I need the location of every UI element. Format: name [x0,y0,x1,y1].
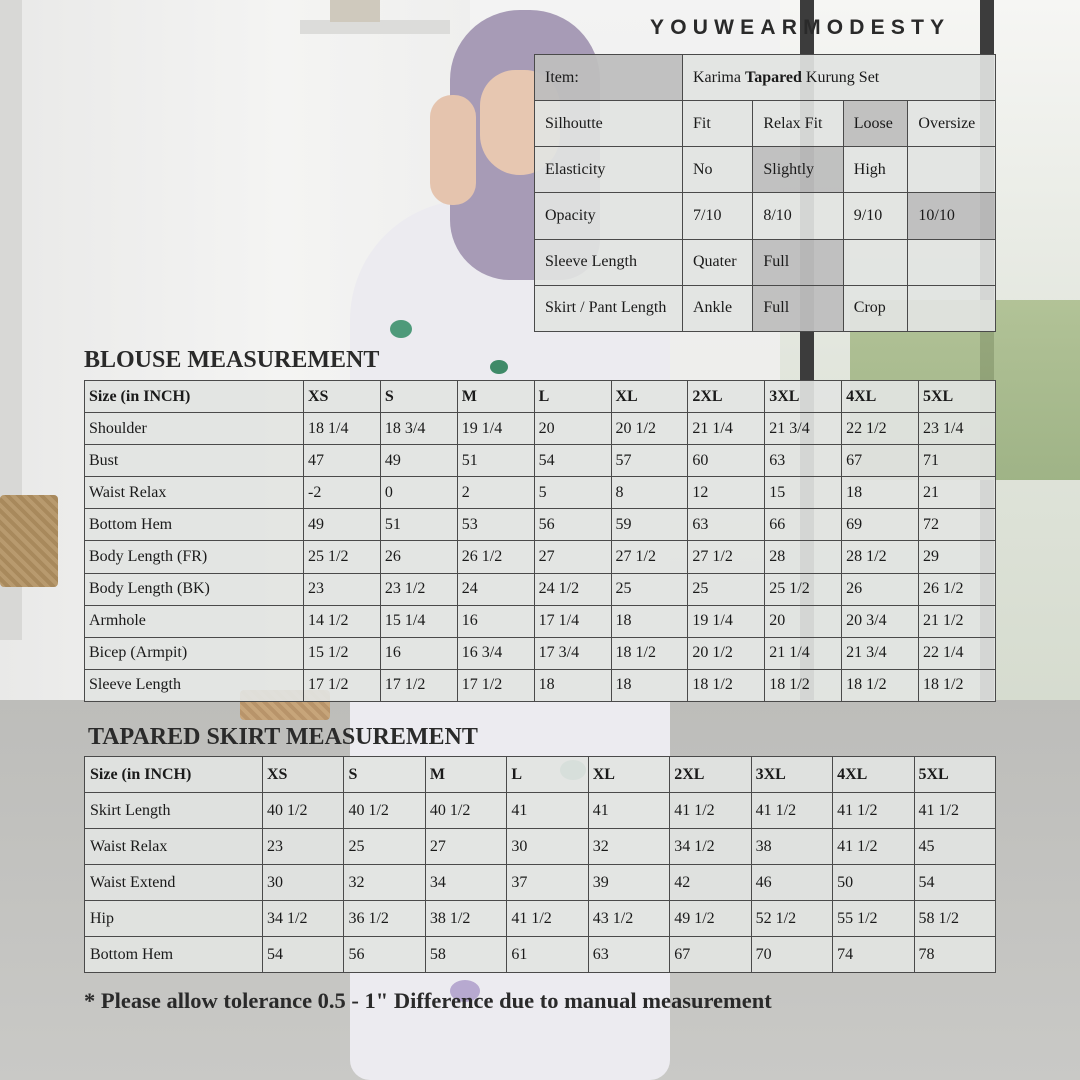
spec-option [908,147,996,193]
spec-label: Skirt / Pant Length [535,285,683,331]
measurement-value: 19 1/4 [688,605,765,637]
measurement-value: 40 1/2 [263,793,344,829]
background-basket [0,495,58,587]
table-row [85,477,996,509]
measurement-label: Hip [85,901,263,937]
spec-option-selected: Full [753,239,843,285]
item-name-bold: Tapared [744,68,802,86]
measurement-value: 16 [457,605,534,637]
measurement-value: 23 1/4 [919,413,996,445]
measurement-value: 42 [670,865,751,901]
measurement-value: 18 1/2 [919,669,996,701]
measurement-value: 45 [914,829,996,865]
measurement-value: 21 3/4 [842,637,919,669]
measurement-value: 28 1/2 [842,541,919,573]
spec-option: Fit [683,101,753,147]
measurement-value: 22 1/2 [842,413,919,445]
table-row [85,413,996,445]
size-header: XL [588,757,669,793]
table-row [85,865,996,901]
spec-row-opacity [535,193,996,239]
table-row [85,573,996,605]
size-header: S [344,757,425,793]
measurement-value: 37 [507,865,588,901]
measurement-label: Waist Extend [85,865,263,901]
measurement-value: 0 [380,477,457,509]
measurement-value: 71 [919,445,996,477]
spec-option-selected: Slightly [753,147,843,193]
outfit-print [490,360,508,374]
measurement-value: 5 [534,477,611,509]
measurement-value: 18 1/2 [842,669,919,701]
skirt-header-row [85,757,996,793]
spec-label: Item: [535,55,683,101]
spec-row-sleeve-length [535,239,996,285]
measurement-value: 15 1/4 [380,605,457,637]
measurement-value: 34 1/2 [263,901,344,937]
measurement-value: 41 1/2 [507,901,588,937]
measurement-value: 18 [611,605,688,637]
table-row [85,669,996,701]
measurement-value: 20 1/2 [688,637,765,669]
measurement-value: 49 [380,445,457,477]
measurement-value: 47 [304,445,381,477]
measurement-label: Body Length (BK) [85,573,304,605]
measurement-value: 57 [611,445,688,477]
spec-label: Silhoutte [535,101,683,147]
measurement-value: 15 1/2 [304,637,381,669]
measurement-value: 78 [914,937,996,973]
measurement-label: Armhole [85,605,304,637]
item-name [683,55,996,101]
measurement-value: 27 [425,829,506,865]
table-row [85,509,996,541]
measurement-value: 25 1/2 [765,573,842,605]
blouse-measurement-table [84,380,996,702]
measurement-value: 49 1/2 [670,901,751,937]
measurement-value: 21 1/4 [765,637,842,669]
size-header: S [380,381,457,413]
measurement-value: 14 1/2 [304,605,381,637]
measurement-value: 52 1/2 [751,901,832,937]
measurement-value: 41 [507,793,588,829]
size-header: 2XL [688,381,765,413]
measurement-label: Sleeve Length [85,669,304,701]
measurement-value: 17 1/2 [380,669,457,701]
size-column-header: Size (in INCH) [85,757,263,793]
measurement-value: 26 [842,573,919,605]
measurement-label: Bottom Hem [85,937,263,973]
table-row [85,901,996,937]
measurement-value: 17 1/4 [534,605,611,637]
measurement-value: 53 [457,509,534,541]
skirt-measurement-table [84,756,996,973]
size-header: L [507,757,588,793]
spec-option: Quater [683,239,753,285]
spec-label: Elasticity [535,147,683,193]
measurement-value: 66 [765,509,842,541]
spec-row-silhouette [535,101,996,147]
measurement-label: Skirt Length [85,793,263,829]
measurement-value: 17 1/2 [457,669,534,701]
measurement-value: 23 [304,573,381,605]
spec-option-selected: 10/10 [908,193,996,239]
measurement-value: 56 [344,937,425,973]
size-header: 4XL [833,757,914,793]
measurement-value: 22 1/4 [919,637,996,669]
measurement-value: 30 [507,829,588,865]
size-header: L [534,381,611,413]
measurement-value: 54 [263,937,344,973]
measurement-value: 43 1/2 [588,901,669,937]
measurement-value: 51 [457,445,534,477]
spec-label: Opacity [535,193,683,239]
measurement-label: Bust [85,445,304,477]
spec-option [908,239,996,285]
spec-option: Oversize [908,101,996,147]
outfit-print [390,320,412,338]
measurement-value: 25 [688,573,765,605]
measurement-value: 20 [534,413,611,445]
measurement-value: 55 1/2 [833,901,914,937]
measurement-value: 41 1/2 [914,793,996,829]
table-row [85,829,996,865]
measurement-label: Body Length (FR) [85,541,304,573]
item-name-prefix: Karima [693,68,745,86]
measurement-value: 38 [751,829,832,865]
measurement-value: 21 1/4 [688,413,765,445]
measurement-value: 26 1/2 [919,573,996,605]
measurement-value: 24 [457,573,534,605]
measurement-value: 18 1/4 [304,413,381,445]
tolerance-note: * Please allow tolerance 0.5 - 1" Difference due to manual measurement [84,988,772,1013]
measurement-value: 63 [588,937,669,973]
size-header: 2XL [670,757,751,793]
measurement-value: 20 3/4 [842,605,919,637]
measurement-value: 67 [842,445,919,477]
spec-label: Sleeve Length [535,239,683,285]
spec-option-selected: Loose [843,101,908,147]
measurement-value: 38 1/2 [425,901,506,937]
measurement-label: Shoulder [85,413,304,445]
skirt-section-title: TAPARED SKIRT MEASUREMENT [88,724,478,750]
measurement-value: 18 1/2 [688,669,765,701]
measurement-label: Bottom Hem [85,509,304,541]
item-name-suffix: Kurung Set [801,68,880,86]
measurement-value: 34 [425,865,506,901]
measurement-value: 72 [919,509,996,541]
blouse-section-title: BLOUSE MEASUREMENT [84,347,380,373]
measurement-label: Bicep (Armpit) [85,637,304,669]
measurement-value: 63 [765,445,842,477]
measurement-value: 32 [344,865,425,901]
model-hand [430,95,476,205]
measurement-value: 29 [919,541,996,573]
measurement-value: 50 [833,865,914,901]
measurement-value: 54 [914,865,996,901]
blouse-header-row [85,381,996,413]
measurement-value: 25 [611,573,688,605]
size-header: XS [304,381,381,413]
spec-option: No [683,147,753,193]
measurement-value: 41 1/2 [833,829,914,865]
measurement-value: 61 [507,937,588,973]
measurement-value: 8 [611,477,688,509]
spec-row-item [535,55,996,101]
table-row [85,541,996,573]
measurement-label: Waist Relax [85,829,263,865]
measurement-value: 41 1/2 [833,793,914,829]
measurement-value: 16 3/4 [457,637,534,669]
size-column-header: Size (in INCH) [85,381,304,413]
table-row [85,793,996,829]
size-header: M [425,757,506,793]
spec-option: Relax Fit [753,101,843,147]
measurement-value: 16 [380,637,457,669]
spec-option: Ankle [683,285,753,331]
measurement-value: 59 [611,509,688,541]
measurement-value: 27 [534,541,611,573]
measurement-value: 41 1/2 [751,793,832,829]
measurement-value: 40 1/2 [344,793,425,829]
measurement-value: 74 [833,937,914,973]
measurement-value: 69 [842,509,919,541]
measurement-value: 23 1/2 [380,573,457,605]
size-header: 3XL [765,381,842,413]
measurement-value: 2 [457,477,534,509]
measurement-value: 67 [670,937,751,973]
size-header: 3XL [751,757,832,793]
measurement-value: 25 1/2 [304,541,381,573]
spec-option [908,285,996,331]
size-header: 5XL [914,757,996,793]
spec-option: Crop [843,285,908,331]
spec-row-skirt-length [535,285,996,331]
size-header: XL [611,381,688,413]
measurement-value: 18 3/4 [380,413,457,445]
spec-option [843,239,908,285]
measurement-value: 41 [588,793,669,829]
spec-row-elasticity [535,147,996,193]
measurement-value: 54 [534,445,611,477]
measurement-value: 34 1/2 [670,829,751,865]
measurement-value: 63 [688,509,765,541]
measurement-value: 39 [588,865,669,901]
measurement-value: 40 1/2 [425,793,506,829]
measurement-value: 60 [688,445,765,477]
measurement-value: 30 [263,865,344,901]
measurement-value: 17 1/2 [304,669,381,701]
measurement-value: 49 [304,509,381,541]
measurement-value: 36 1/2 [344,901,425,937]
measurement-value: 26 [380,541,457,573]
spec-option: 8/10 [753,193,843,239]
measurement-value: 18 1/2 [611,637,688,669]
spec-option-selected: Full [753,285,843,331]
measurement-value: 18 1/2 [765,669,842,701]
size-header: 4XL [842,381,919,413]
measurement-value: 18 [534,669,611,701]
measurement-value: 23 [263,829,344,865]
measurement-value: 41 1/2 [670,793,751,829]
table-row [85,445,996,477]
measurement-value: 70 [751,937,832,973]
measurement-value: 19 1/4 [457,413,534,445]
table-row [85,937,996,973]
size-header: 5XL [919,381,996,413]
spec-option: High [843,147,908,193]
measurement-value: 46 [751,865,832,901]
measurement-value: 27 1/2 [611,541,688,573]
size-header: M [457,381,534,413]
size-header: XS [263,757,344,793]
table-row [85,605,996,637]
measurement-value: 15 [765,477,842,509]
measurement-value: 28 [765,541,842,573]
measurement-value: 18 [842,477,919,509]
measurement-value: 24 1/2 [534,573,611,605]
measurement-value: 32 [588,829,669,865]
measurement-value: -2 [304,477,381,509]
measurement-value: 26 1/2 [457,541,534,573]
product-spec-table [534,54,996,332]
measurement-value: 21 3/4 [765,413,842,445]
measurement-label: Waist Relax [85,477,304,509]
measurement-value: 12 [688,477,765,509]
measurement-value: 27 1/2 [688,541,765,573]
measurement-value: 17 3/4 [534,637,611,669]
spec-option: 7/10 [683,193,753,239]
measurement-value: 20 [765,605,842,637]
measurement-value: 56 [534,509,611,541]
measurement-value: 20 1/2 [611,413,688,445]
measurement-value: 58 1/2 [914,901,996,937]
table-row [85,637,996,669]
measurement-value: 51 [380,509,457,541]
measurement-value: 21 1/2 [919,605,996,637]
measurement-value: 25 [344,829,425,865]
brand-logo-text: YOUWEARMODESTY [650,16,951,39]
measurement-value: 18 [611,669,688,701]
spec-option: 9/10 [843,193,908,239]
measurement-value: 21 [919,477,996,509]
measurement-value: 58 [425,937,506,973]
